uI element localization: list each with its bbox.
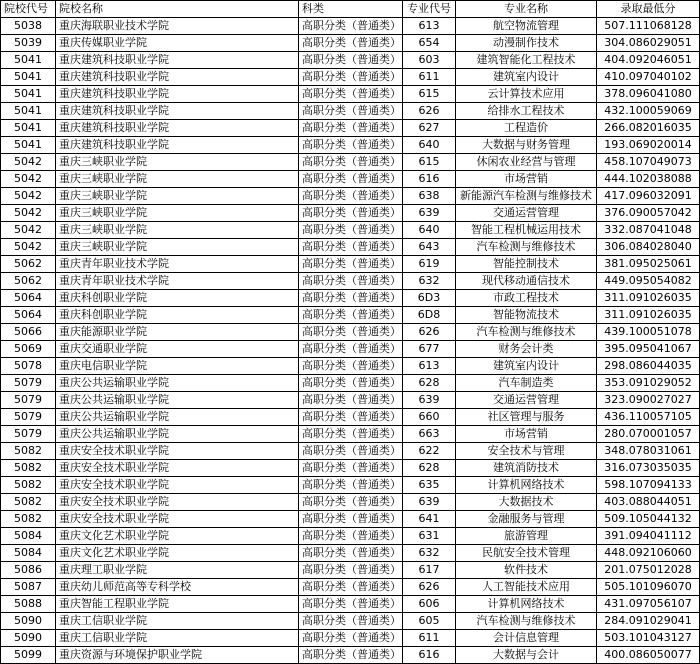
cell-school-code: 5062 [1, 256, 56, 273]
cell-major-name: 大数据与会计 [456, 647, 597, 664]
table-row [1, 273, 700, 290]
cell-category: 高职分类（普通类） [299, 460, 403, 477]
cell-min-score: 403.088044051 [597, 494, 700, 511]
cell-school-name: 重庆建筑科技职业学院 [56, 52, 299, 69]
table-row [1, 69, 700, 86]
table-row [1, 477, 700, 494]
cell-major-name: 新能源汽车检测与维修技术 [456, 188, 597, 205]
cell-category: 高职分类（普通类） [299, 494, 403, 511]
cell-category: 高职分类（普通类） [299, 86, 403, 103]
table-row [1, 494, 700, 511]
cell-school-code: 5042 [1, 171, 56, 188]
cell-major-name: 民航安全技术管理 [456, 545, 597, 562]
cell-min-score: 505.101096070 [597, 579, 700, 596]
cell-school-name: 重庆建筑科技职业学院 [56, 120, 299, 137]
cell-major-name: 动漫制作技术 [456, 35, 597, 52]
cell-major-name: 计算机网络技术 [456, 477, 597, 494]
table-row [1, 171, 700, 188]
cell-min-score: 201.075012028 [597, 562, 700, 579]
cell-major-code: 626 [403, 103, 456, 120]
cell-school-name: 重庆安全技术职业学院 [56, 460, 299, 477]
cell-major-code: 627 [403, 120, 456, 137]
cell-major-code: 639 [403, 494, 456, 511]
table-row [1, 426, 700, 443]
table-row [1, 103, 700, 120]
cell-category: 高职分类（普通类） [299, 256, 403, 273]
cell-school-code: 5042 [1, 222, 56, 239]
cell-category: 高职分类（普通类） [299, 103, 403, 120]
cell-category: 高职分类（普通类） [299, 409, 403, 426]
table-row [1, 137, 700, 154]
cell-min-score: 311.091026035 [597, 307, 700, 324]
cell-major-name: 人工智能技术应用 [456, 579, 597, 596]
cell-school-name: 重庆三峡职业学院 [56, 171, 299, 188]
cell-major-code: 635 [403, 477, 456, 494]
table-row [1, 375, 700, 392]
cell-min-score: 378.096041080 [597, 86, 700, 103]
cell-category: 高职分类（普通类） [299, 613, 403, 630]
table-row [1, 120, 700, 137]
cell-major-name: 金融服务与管理 [456, 511, 597, 528]
header-row [1, 1, 700, 18]
header-school-code: 院校代号 [1, 1, 56, 18]
cell-major-name: 建筑室内设计 [456, 358, 597, 375]
cell-category: 高职分类（普通类） [299, 137, 403, 154]
cell-major-code: 6D3 [403, 290, 456, 307]
table-row [1, 409, 700, 426]
cell-school-code: 5064 [1, 307, 56, 324]
cell-school-name: 重庆电信职业学院 [56, 358, 299, 375]
table-row [1, 596, 700, 613]
table-row [1, 443, 700, 460]
cell-major-name: 现代移动通信技术 [456, 273, 597, 290]
cell-major-name: 云计算技术应用 [456, 86, 597, 103]
cell-school-code: 5041 [1, 137, 56, 154]
cell-min-score: 280.070001057 [597, 426, 700, 443]
cell-school-code: 5039 [1, 35, 56, 52]
cell-school-name: 重庆三峡职业学院 [56, 239, 299, 256]
cell-major-name: 市政工程技术 [456, 290, 597, 307]
table-row [1, 256, 700, 273]
cell-school-code: 5066 [1, 324, 56, 341]
table-row [1, 630, 700, 647]
cell-min-score: 439.100051078 [597, 324, 700, 341]
cell-school-name: 重庆公共运输职业学院 [56, 409, 299, 426]
cell-major-code: 626 [403, 579, 456, 596]
cell-school-code: 5042 [1, 205, 56, 222]
cell-school-name: 重庆公共运输职业学院 [56, 392, 299, 409]
cell-school-code: 5042 [1, 154, 56, 171]
header-min-score: 录取最低分 [597, 1, 700, 18]
cell-min-score: 306.084028040 [597, 239, 700, 256]
cell-school-name: 重庆文化艺术职业学院 [56, 545, 299, 562]
cell-major-code: 6D8 [403, 307, 456, 324]
cell-min-score: 444.102038088 [597, 171, 700, 188]
cell-school-code: 5042 [1, 188, 56, 205]
cell-category: 高职分类（普通类） [299, 443, 403, 460]
cell-school-code: 5099 [1, 647, 56, 664]
cell-school-code: 5079 [1, 392, 56, 409]
cell-major-name: 市场营销 [456, 426, 597, 443]
cell-major-code: 613 [403, 18, 456, 35]
cell-major-code: 616 [403, 171, 456, 188]
cell-major-name: 航空物流管理 [456, 18, 597, 35]
cell-category: 高职分类（普通类） [299, 562, 403, 579]
cell-category: 高职分类（普通类） [299, 307, 403, 324]
cell-major-code: 640 [403, 222, 456, 239]
cell-min-score: 404.092046051 [597, 52, 700, 69]
header-school-name: 院校名称 [56, 1, 299, 18]
table-body [1, 18, 700, 664]
cell-major-name: 汽车制造类 [456, 375, 597, 392]
table-row [1, 290, 700, 307]
header-major-code: 专业代号 [403, 1, 456, 18]
cell-school-name: 重庆传媒职业学院 [56, 35, 299, 52]
cell-major-name: 工程造价 [456, 120, 597, 137]
cell-school-code: 5087 [1, 579, 56, 596]
table-row [1, 341, 700, 358]
table-row [1, 205, 700, 222]
cell-major-name: 汽车检测与维修技术 [456, 613, 597, 630]
cell-school-name: 重庆安全技术职业学院 [56, 443, 299, 460]
cell-major-code: 639 [403, 392, 456, 409]
cell-school-code: 5079 [1, 409, 56, 426]
cell-school-name: 重庆科创职业学院 [56, 290, 299, 307]
cell-school-name: 重庆三峡职业学院 [56, 205, 299, 222]
cell-category: 高职分类（普通类） [299, 477, 403, 494]
table-row [1, 358, 700, 375]
cell-school-name: 重庆三峡职业学院 [56, 222, 299, 239]
cell-category: 高职分类（普通类） [299, 52, 403, 69]
cell-school-code: 5079 [1, 375, 56, 392]
cell-major-name: 智能工程机械运用技术 [456, 222, 597, 239]
header-category: 科类 [299, 1, 403, 18]
cell-school-name: 重庆安全技术职业学院 [56, 511, 299, 528]
table-row [1, 324, 700, 341]
cell-school-code: 5082 [1, 460, 56, 477]
cell-min-score: 304.086029051 [597, 35, 700, 52]
header-major-name: 专业名称 [456, 1, 597, 18]
cell-category: 高职分类（普通类） [299, 290, 403, 307]
cell-school-name: 重庆安全技术职业学院 [56, 477, 299, 494]
cell-category: 高职分类（普通类） [299, 205, 403, 222]
table-row [1, 545, 700, 562]
cell-category: 高职分类（普通类） [299, 375, 403, 392]
cell-school-name: 重庆文化艺术职业学院 [56, 528, 299, 545]
cell-major-name: 市场营销 [456, 171, 597, 188]
cell-major-code: 628 [403, 460, 456, 477]
cell-category: 高职分类（普通类） [299, 171, 403, 188]
cell-category: 高职分类（普通类） [299, 239, 403, 256]
cell-min-score: 410.097040102 [597, 69, 700, 86]
cell-school-code: 5090 [1, 630, 56, 647]
cell-major-name: 软件技术 [456, 562, 597, 579]
cell-min-score: 381.095025061 [597, 256, 700, 273]
table-row [1, 460, 700, 477]
cell-major-code: 660 [403, 409, 456, 426]
cell-category: 高职分类（普通类） [299, 69, 403, 86]
cell-major-name: 智能控制技术 [456, 256, 597, 273]
cell-category: 高职分类（普通类） [299, 341, 403, 358]
cell-major-code: 626 [403, 324, 456, 341]
cell-min-score: 193.069020014 [597, 137, 700, 154]
cell-major-name: 安全技术与管理 [456, 443, 597, 460]
cell-school-code: 5084 [1, 528, 56, 545]
cell-major-name: 财务会计类 [456, 341, 597, 358]
cell-min-score: 448.092106060 [597, 545, 700, 562]
cell-category: 高职分类（普通类） [299, 35, 403, 52]
cell-school-name: 重庆建筑科技职业学院 [56, 69, 299, 86]
table-row [1, 52, 700, 69]
cell-category: 高职分类（普通类） [299, 324, 403, 341]
cell-min-score: 323.090027027 [597, 392, 700, 409]
cell-major-code: 628 [403, 375, 456, 392]
cell-school-code: 5082 [1, 443, 56, 460]
cell-category: 高职分类（普通类） [299, 511, 403, 528]
cell-school-name: 重庆工信职业学院 [56, 630, 299, 647]
cell-major-name: 给排水工程技术 [456, 103, 597, 120]
cell-school-code: 5082 [1, 494, 56, 511]
cell-major-name: 建筑室内设计 [456, 69, 597, 86]
cell-major-name: 计算机网络技术 [456, 596, 597, 613]
cell-school-name: 重庆公共运输职业学院 [56, 426, 299, 443]
cell-category: 高职分类（普通类） [299, 154, 403, 171]
cell-category: 高职分类（普通类） [299, 579, 403, 596]
cell-category: 高职分类（普通类） [299, 630, 403, 647]
cell-major-name: 社区管理与服务 [456, 409, 597, 426]
cell-major-code: 617 [403, 562, 456, 579]
table-row [1, 562, 700, 579]
cell-major-name: 智能物流技术 [456, 307, 597, 324]
cell-category: 高职分类（普通类） [299, 18, 403, 35]
table-row [1, 239, 700, 256]
cell-min-score: 395.095041067 [597, 341, 700, 358]
cell-category: 高职分类（普通类） [299, 596, 403, 613]
cell-min-score: 266.082016035 [597, 120, 700, 137]
cell-school-name: 重庆资源与环境保护职业学院 [56, 647, 299, 664]
cell-school-code: 5082 [1, 511, 56, 528]
cell-category: 高职分类（普通类） [299, 647, 403, 664]
cell-school-code: 5086 [1, 562, 56, 579]
table-row [1, 222, 700, 239]
cell-major-code: 615 [403, 154, 456, 171]
cell-min-score: 436.110057105 [597, 409, 700, 426]
cell-school-code: 5069 [1, 341, 56, 358]
cell-major-code: 611 [403, 630, 456, 647]
cell-school-name: 重庆青年职业技术学院 [56, 273, 299, 290]
cell-school-code: 5082 [1, 477, 56, 494]
cell-major-code: 632 [403, 545, 456, 562]
cell-min-score: 400.086050077 [597, 647, 700, 664]
table-row [1, 154, 700, 171]
cell-school-code: 5090 [1, 613, 56, 630]
cell-major-code: 606 [403, 596, 456, 613]
cell-school-name: 重庆三峡职业学院 [56, 188, 299, 205]
cell-school-name: 重庆安全技术职业学院 [56, 494, 299, 511]
cell-school-name: 重庆三峡职业学院 [56, 154, 299, 171]
cell-category: 高职分类（普通类） [299, 358, 403, 375]
cell-major-code: 632 [403, 273, 456, 290]
cell-min-score: 311.091026035 [597, 290, 700, 307]
cell-min-score: 458.107049073 [597, 154, 700, 171]
cell-school-code: 5079 [1, 426, 56, 443]
cell-school-name: 重庆建筑科技职业学院 [56, 137, 299, 154]
cell-category: 高职分类（普通类） [299, 120, 403, 137]
cell-major-name: 会计信息管理 [456, 630, 597, 647]
cell-major-name: 交通运营管理 [456, 392, 597, 409]
cell-major-code: 615 [403, 86, 456, 103]
cell-major-code: 622 [403, 443, 456, 460]
cell-min-score: 507.111068128 [597, 18, 700, 35]
cell-category: 高职分类（普通类） [299, 273, 403, 290]
table-row [1, 392, 700, 409]
cell-major-code: 616 [403, 647, 456, 664]
cell-school-name: 重庆海联职业技术学院 [56, 18, 299, 35]
cell-min-score: 391.094041112 [597, 528, 700, 545]
cell-major-name: 休闲农业经营与管理 [456, 154, 597, 171]
table-row [1, 528, 700, 545]
cell-school-code: 5042 [1, 239, 56, 256]
cell-school-code: 5041 [1, 69, 56, 86]
cell-major-code: 603 [403, 52, 456, 69]
cell-school-code: 5041 [1, 103, 56, 120]
table-header [1, 1, 700, 18]
table-row [1, 35, 700, 52]
cell-school-name: 重庆幼儿师范高等专科学校 [56, 579, 299, 596]
cell-category: 高职分类（普通类） [299, 392, 403, 409]
cell-school-name: 重庆建筑科技职业学院 [56, 86, 299, 103]
cell-school-code: 5041 [1, 52, 56, 69]
cell-min-score: 298.086044035 [597, 358, 700, 375]
table-row [1, 511, 700, 528]
cell-category: 高职分类（普通类） [299, 222, 403, 239]
cell-major-name: 旅游管理 [456, 528, 597, 545]
cell-major-code: 605 [403, 613, 456, 630]
cell-major-code: 619 [403, 256, 456, 273]
cell-major-name: 建筑智能化工程技术 [456, 52, 597, 69]
cell-school-name: 重庆智能工程职业学院 [56, 596, 299, 613]
cell-category: 高职分类（普通类） [299, 426, 403, 443]
table-row [1, 579, 700, 596]
cell-min-score: 432.100059069 [597, 103, 700, 120]
cell-major-name: 汽车检测与维修技术 [456, 239, 597, 256]
cell-major-name: 大数据技术 [456, 494, 597, 511]
cell-major-name: 大数据与财务管理 [456, 137, 597, 154]
cell-school-name: 重庆交通职业学院 [56, 341, 299, 358]
cell-major-code: 643 [403, 239, 456, 256]
cell-school-code: 5041 [1, 120, 56, 137]
cell-major-code: 677 [403, 341, 456, 358]
cell-major-code: 641 [403, 511, 456, 528]
cell-min-score: 503.101043127 [597, 630, 700, 647]
cell-school-code: 5038 [1, 18, 56, 35]
cell-major-name: 交通运营管理 [456, 205, 597, 222]
table-row [1, 86, 700, 103]
cell-min-score: 348.078031061 [597, 443, 700, 460]
cell-min-score: 316.073035035 [597, 460, 700, 477]
cell-school-code: 5078 [1, 358, 56, 375]
table-row [1, 307, 700, 324]
table-row [1, 18, 700, 35]
cell-school-name: 重庆理工职业学院 [56, 562, 299, 579]
table-row [1, 188, 700, 205]
cell-major-code: 611 [403, 69, 456, 86]
cell-school-name: 重庆公共运输职业学院 [56, 375, 299, 392]
cell-major-code: 654 [403, 35, 456, 52]
cell-min-score: 284.091029041 [597, 613, 700, 630]
cell-min-score: 353.091029052 [597, 375, 700, 392]
table-row [1, 647, 700, 664]
cell-school-code: 5041 [1, 86, 56, 103]
cell-school-name: 重庆能源职业学院 [56, 324, 299, 341]
cell-category: 高职分类（普通类） [299, 545, 403, 562]
table-row [1, 613, 700, 630]
cell-min-score: 376.090057042 [597, 205, 700, 222]
cell-school-code: 5084 [1, 545, 56, 562]
cell-major-code: 638 [403, 188, 456, 205]
cell-category: 高职分类（普通类） [299, 188, 403, 205]
cell-major-code: 663 [403, 426, 456, 443]
cell-school-code: 5088 [1, 596, 56, 613]
cell-school-name: 重庆建筑科技职业学院 [56, 103, 299, 120]
cell-school-name: 重庆青年职业技术学院 [56, 256, 299, 273]
cell-major-code: 639 [403, 205, 456, 222]
cell-major-name: 建筑消防技术 [456, 460, 597, 477]
cell-school-name: 重庆工信职业学院 [56, 613, 299, 630]
cell-category: 高职分类（普通类） [299, 528, 403, 545]
cell-school-name: 重庆科创职业学院 [56, 307, 299, 324]
cell-major-name: 汽车检测与维修技术 [456, 324, 597, 341]
cell-major-code: 631 [403, 528, 456, 545]
cell-min-score: 417.096032091 [597, 188, 700, 205]
cell-school-code: 5064 [1, 290, 56, 307]
cell-school-code: 5062 [1, 273, 56, 290]
cell-major-code: 640 [403, 137, 456, 154]
cell-min-score: 598.107094133 [597, 477, 700, 494]
cell-min-score: 509.105044132 [597, 511, 700, 528]
cell-major-code: 613 [403, 358, 456, 375]
cell-min-score: 332.087041048 [597, 222, 700, 239]
cell-min-score: 431.097056107 [597, 596, 700, 613]
cell-min-score: 449.095054082 [597, 273, 700, 290]
